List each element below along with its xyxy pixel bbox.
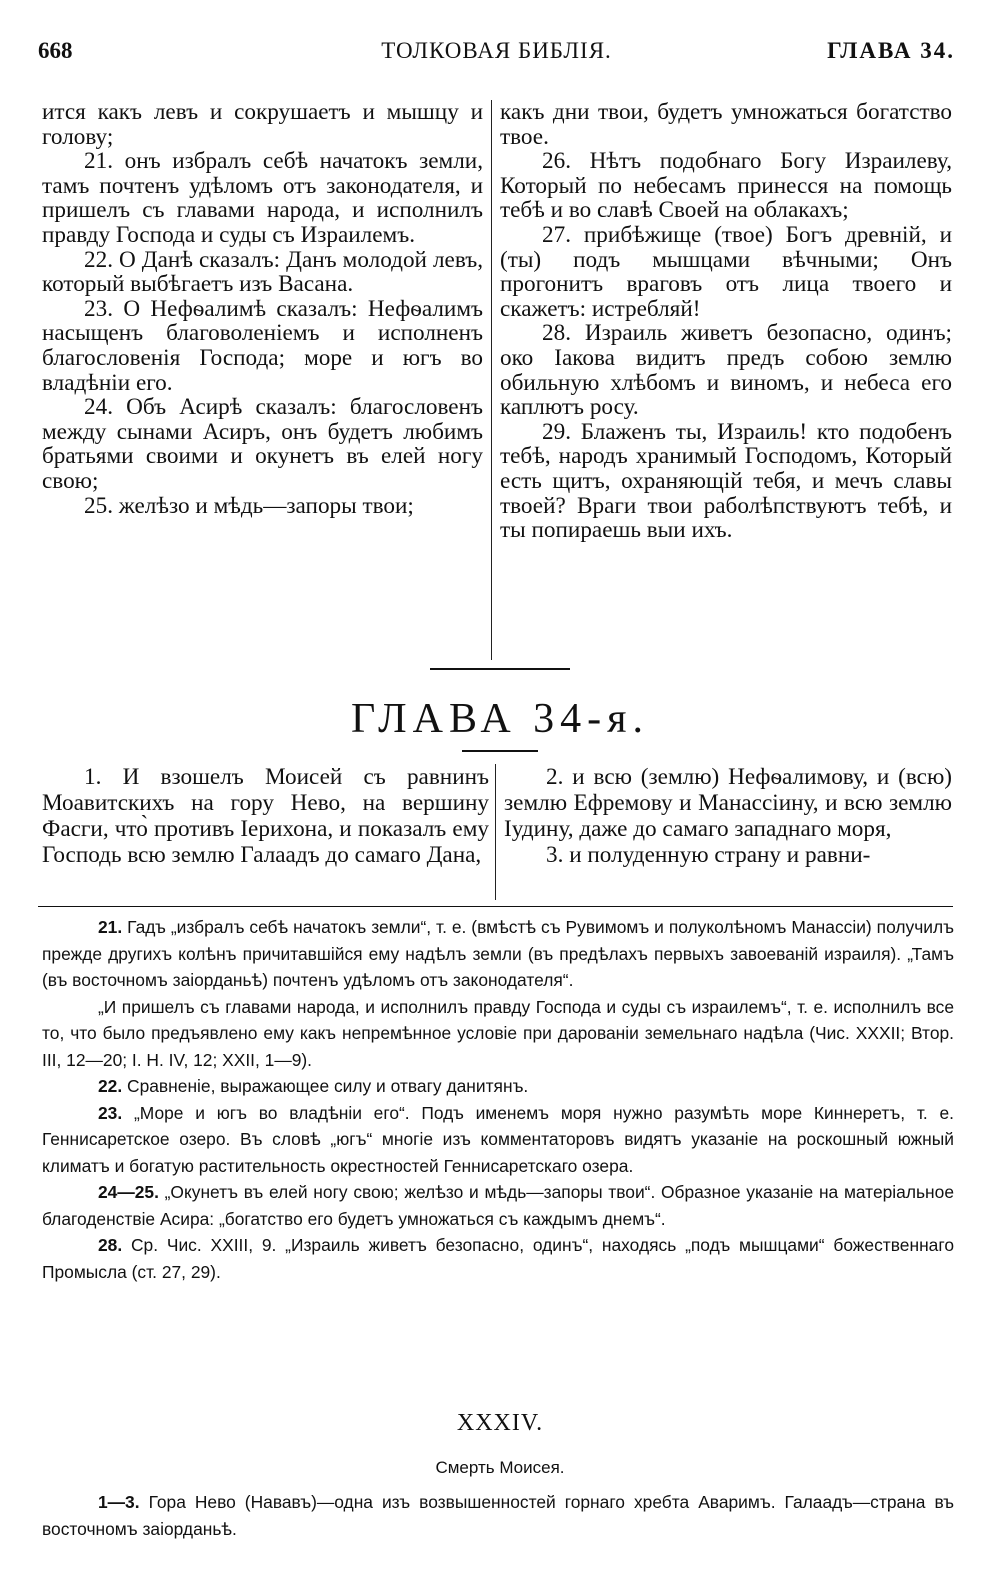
commentary-note — [42, 1489, 954, 1543]
verse-paragraph: ится какъ левъ и сокрушаетъ и мышцу и голову; — [42, 99, 483, 150]
note-ref: 23. — [98, 1102, 123, 1123]
note-text: „Окунетъ въ елей ногу свою; желѣзо и мѣдь—запоры твои“. Образное указаніе на матеріальное благоденствіе Асира: „богатство его будетъ умножаться съ каждымъ днемъ“. — [42, 1182, 954, 1229]
note-ref: 22. — [98, 1076, 123, 1096]
right-column — [496, 764, 952, 900]
commentary-note — [42, 1232, 954, 1285]
verse-columns-ch34 — [42, 764, 954, 900]
verse-paragraph: 28. Израиль живетъ безопасно, одинъ; око Іакова видитъ предъ собою землю обильную хлѣбомъ и виномъ, и небеса его каплютъ росу. — [500, 320, 952, 421]
verse-paragraph: 1. И взошелъ Моисей съ равнинъ Моавитскихъ на гору Нево, на вершину Фасги, что̀ противъ Іерихона, и показалъ ему Господь всю землю Галаадъ до самаго Дана, — [42, 764, 489, 868]
section-note — [42, 1489, 954, 1543]
running-header — [38, 38, 955, 72]
footnote-separator — [38, 906, 953, 907]
verse-paragraph: 3. и полуденную страну и равни- — [546, 842, 871, 868]
chapter-heading: ГЛАВА 34-я. — [351, 696, 649, 742]
commentary-note — [42, 1179, 954, 1232]
page-number: 668 — [38, 38, 73, 63]
verse-paragraph: 21. онъ избралъ себѣ начатокъ земли, тамъ почтенъ удѣломъ отъ законодателя, и пришелъ съ главами народа, и исполнилъ правду Господа и суды съ Израилемъ. — [42, 148, 483, 248]
section-rule — [430, 668, 570, 670]
note-text: „Море и югъ во владѣніи его“. Подъ именемъ моря нужно разумѣть море Киннеретъ, т. е. Геннисаретское озеро. Въ словѣ „югъ“ многіе изъ комментаторовъ видятъ указаніе на роскошный южный климатъ и богатую растительность окрестностей Геннисаретскаго озера. — [42, 1102, 954, 1176]
note-text: Гора Нево (Нававъ)—одна изъ возвышенностей горнаго хребта Аваримъ. Галаадъ—страна въ восточномъ заіорданьѣ. — [42, 1492, 954, 1539]
verse-paragraph: 24. Объ Асирѣ сказалъ: благословенъ между сынами Асиръ, онъ будетъ любимъ братьями своими и окунетъ въ елей ногу свою; — [42, 394, 483, 494]
note-text: Гадъ „избралъ себѣ начатокъ земли“, т. е. (вмѣстѣ съ Рувимомъ и полуколѣномъ Манассіи) получилъ прежде другихъ колѣнъ причитавшійся ему надѣлъ земли (въ предѣлахъ первыхъ завоеваній израиля). „Тамъ (въ восточномъ заіорданьѣ) почтенъ удѣломъ отъ законодателя“. — [42, 917, 954, 990]
verse-paragraph: 29. Блаженъ ты, Израиль! кто подобенъ тебѣ, народъ хранимый Господомъ, Который есть щитъ, охраняющій тебя, и мечъ славы твоей? Враги твои раболѣпствуютъ тебѣ, и ты попираешь выи ихъ. — [500, 418, 952, 544]
commentary-note — [42, 1100, 954, 1180]
note-text: Ср. Чис. XXIII, 9. „Израиль живетъ безопасно, одинъ“, находясь „подъ мышцами“ божественнаго Промысла (ст. 27, 29). — [42, 1235, 954, 1282]
section-subtitle: Смерть Моисея. — [435, 1458, 565, 1477]
verse-paragraph: 23. О Нефѳалимѣ сказалъ: Нефѳалимъ насыщенъ благоволеніемъ и исполненъ благословенія Господа; море и югъ во владѣніи его. — [42, 295, 483, 396]
note-ref: 21. — [98, 917, 123, 937]
commentary-note — [42, 914, 954, 994]
heading-underline — [462, 750, 538, 752]
note-ref: 1—3. — [98, 1492, 140, 1512]
commentary-note — [42, 1073, 954, 1100]
verse-paragraph: какъ дни твои, будетъ умножаться богатство твое. — [500, 99, 952, 150]
verse-paragraph: 2. и всю (землю) Нефѳалимову, и (всю) землю Ефремову и Манассіину, и всю землю Іудину, даже до самаго западнаго моря, — [504, 764, 952, 842]
right-column — [492, 100, 952, 660]
left-column — [42, 764, 495, 900]
verse-paragraph: 27. прибѣжище (твое) Богъ древній, и (ты) подъ мышцами вѣчными; Онъ прогонитъ враговъ отъ лица твоего и скажетъ: истребляй! — [500, 221, 952, 322]
chapter-label: ГЛАВА 34. — [827, 38, 955, 63]
note-text: „И пришелъ съ главами народа, и исполнилъ правду Господа и суды съ израилемъ“, т. е. исполнилъ все то, что было предъявлено ему какъ непремѣнное условіе при дарованіи земельнаго надѣла (Чис. XXXII; Втор. III, 12—20; І. Н. IV, 12; XXII, 1—9). — [42, 996, 954, 1070]
verse-columns-ch33 — [42, 100, 954, 660]
verse-paragraph: 22. О Данѣ сказалъ: Данъ молодой левъ, который выбѣгаетъ изъ Васана. — [42, 246, 483, 298]
note-text: Сравненіе, выражающее силу и отвагу данитянъ. — [127, 1076, 529, 1096]
verse-paragraph: 25. желѣзо и мѣдь—запоры твои; — [84, 492, 414, 519]
verse-paragraph: 26. Нѣтъ подобнаго Богу Израилеву, Который по небесамъ принесся на помощь тебѣ и во славѣ Своей на облакахъ; — [500, 148, 952, 224]
running-title: ТОЛКОВАЯ БИБЛІЯ. — [381, 38, 612, 63]
left-column — [42, 100, 491, 660]
section-roman-numeral: XXXIV. — [456, 1410, 544, 1436]
commentary-note — [42, 994, 954, 1074]
note-ref: 28. — [98, 1235, 123, 1255]
commentary-notes — [42, 914, 954, 1285]
note-ref: 24—25. — [98, 1182, 159, 1202]
